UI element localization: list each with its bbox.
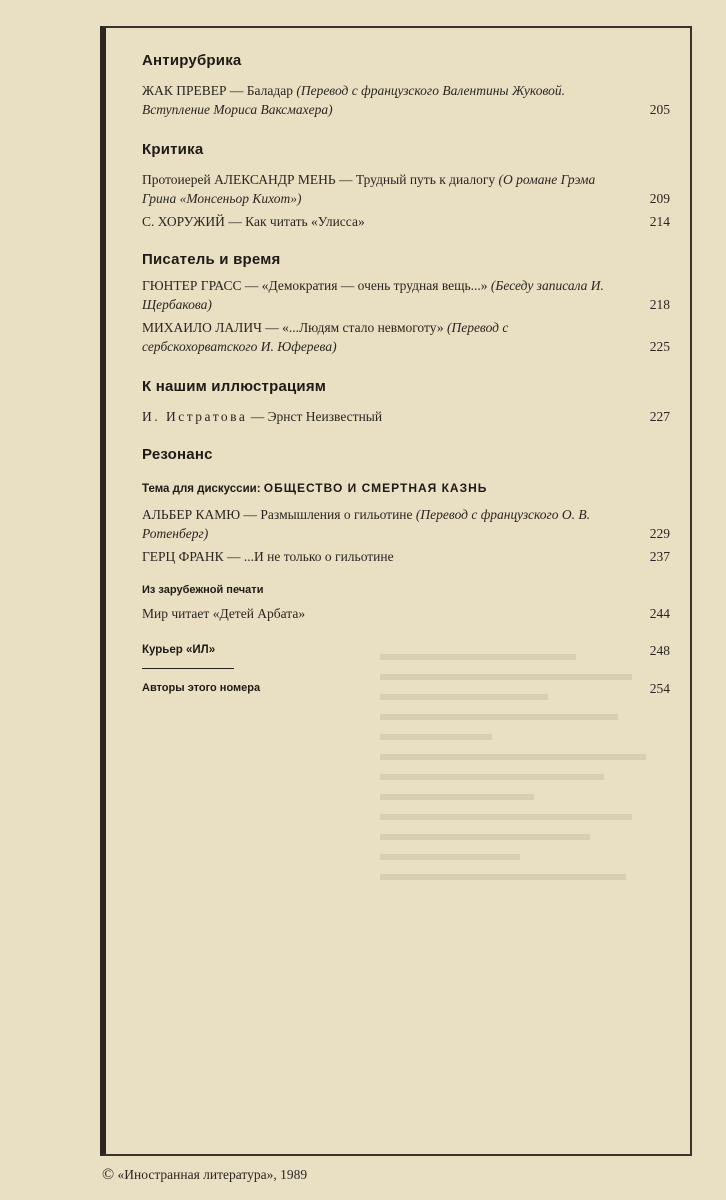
- entry-title: «...Людям стало невмоготу»: [282, 320, 447, 335]
- entry-page: 205: [649, 102, 670, 117]
- entry-note: (Перевод с французского О. В. Ротенберг): [142, 507, 591, 541]
- entry-page: 209: [649, 191, 670, 206]
- toc-entry[interactable]: [142, 276, 670, 314]
- copyright-footer: [102, 1166, 307, 1184]
- entry-title: Трудный путь к диалогу: [355, 172, 499, 187]
- entry-page: 248: [649, 643, 670, 658]
- table-of-contents: [142, 52, 670, 698]
- entry-page: 244: [649, 606, 670, 621]
- toc-entry[interactable]: [142, 81, 670, 119]
- discussion-topic: [142, 481, 670, 495]
- entry-page: 218: [649, 297, 670, 312]
- entry-page: 254: [649, 681, 670, 696]
- entry-author: ЖАК ПРЕВЕР —: [142, 83, 247, 98]
- topic-title: ОБЩЕСТВО И СМЕРТНАЯ КАЗНЬ: [263, 481, 488, 495]
- section-title-illustrations: К нашим иллюстрациям: [142, 378, 327, 395]
- entry-title: Мир читает «Детей Арбата»: [142, 606, 306, 621]
- toc-entry[interactable]: [142, 318, 670, 356]
- entry-author: АЛЬБЕР КАМЮ —: [142, 507, 261, 522]
- kurier-title: Курьер «ИЛ»: [142, 644, 216, 656]
- entry-note: (Перевод с французского Валентины Жуковой. Вступление Мориса Ваксмахера): [142, 83, 566, 117]
- toc-entry[interactable]: [142, 170, 670, 208]
- entry-title: ...И не только о гильотине: [243, 549, 394, 564]
- entry-title: Баладар: [246, 83, 297, 98]
- entry-title: — Эрнст Неизвестный: [247, 409, 383, 424]
- entry-page: 214: [649, 214, 670, 229]
- entry-note: (Беседу записала И. Щербакова): [142, 278, 604, 312]
- toc-entry[interactable]: [142, 212, 670, 231]
- entry-author: МИХАИЛО ЛАЛИЧ —: [142, 320, 283, 335]
- toc-entry[interactable]: [142, 505, 670, 543]
- entry-page: 237: [649, 549, 670, 564]
- entry-page: 225: [649, 339, 670, 354]
- entry-author: С. ХОРУЖИЙ —: [142, 214, 246, 229]
- toc-entry-authors[interactable]: [142, 679, 670, 698]
- toc-entry[interactable]: [142, 604, 670, 623]
- toc-entry[interactable]: [142, 407, 670, 426]
- copyright-text: «Иностранная литература», 1989: [117, 1167, 308, 1182]
- entry-author: Протоиерей АЛЕКСАНДР МЕНЬ —: [142, 172, 356, 187]
- toc-entry[interactable]: [142, 547, 670, 566]
- entry-page: 229: [649, 526, 670, 541]
- authors-title: Авторы этого номера: [142, 682, 261, 694]
- section-title-kritika: Критика: [142, 141, 204, 158]
- entry-title: Размышления о гильотине: [260, 507, 416, 522]
- section-title-antirubrika: Антирубрика: [142, 52, 242, 69]
- entry-page: 227: [649, 409, 670, 424]
- entry-author: И. Истратова: [142, 409, 248, 424]
- section-title-rezonans: Резонанс: [142, 446, 213, 463]
- topic-label: Тема для дискуссии:: [142, 483, 264, 495]
- entry-title: Как читать «Улисса»: [245, 214, 365, 229]
- toc-entry-kurier[interactable]: [142, 641, 670, 660]
- copyright-icon: ©: [102, 1166, 115, 1183]
- foreign-press-label: Из зарубежной печати: [142, 584, 264, 596]
- divider-rule: [142, 668, 234, 669]
- entry-title: «Демократия — очень трудная вещь...»: [261, 278, 491, 293]
- entry-note: (Перевод с сербскохорватского И. Юферева): [142, 320, 509, 354]
- section-title-pisatel: Писатель и время: [142, 251, 281, 268]
- entry-note: (О романе Грэма Грина «Монсеньор Кихот»): [142, 172, 596, 206]
- entry-author: ГЕРЦ ФРАНК —: [142, 549, 244, 564]
- entry-author: ГЮНТЕР ГРАСС —: [142, 278, 262, 293]
